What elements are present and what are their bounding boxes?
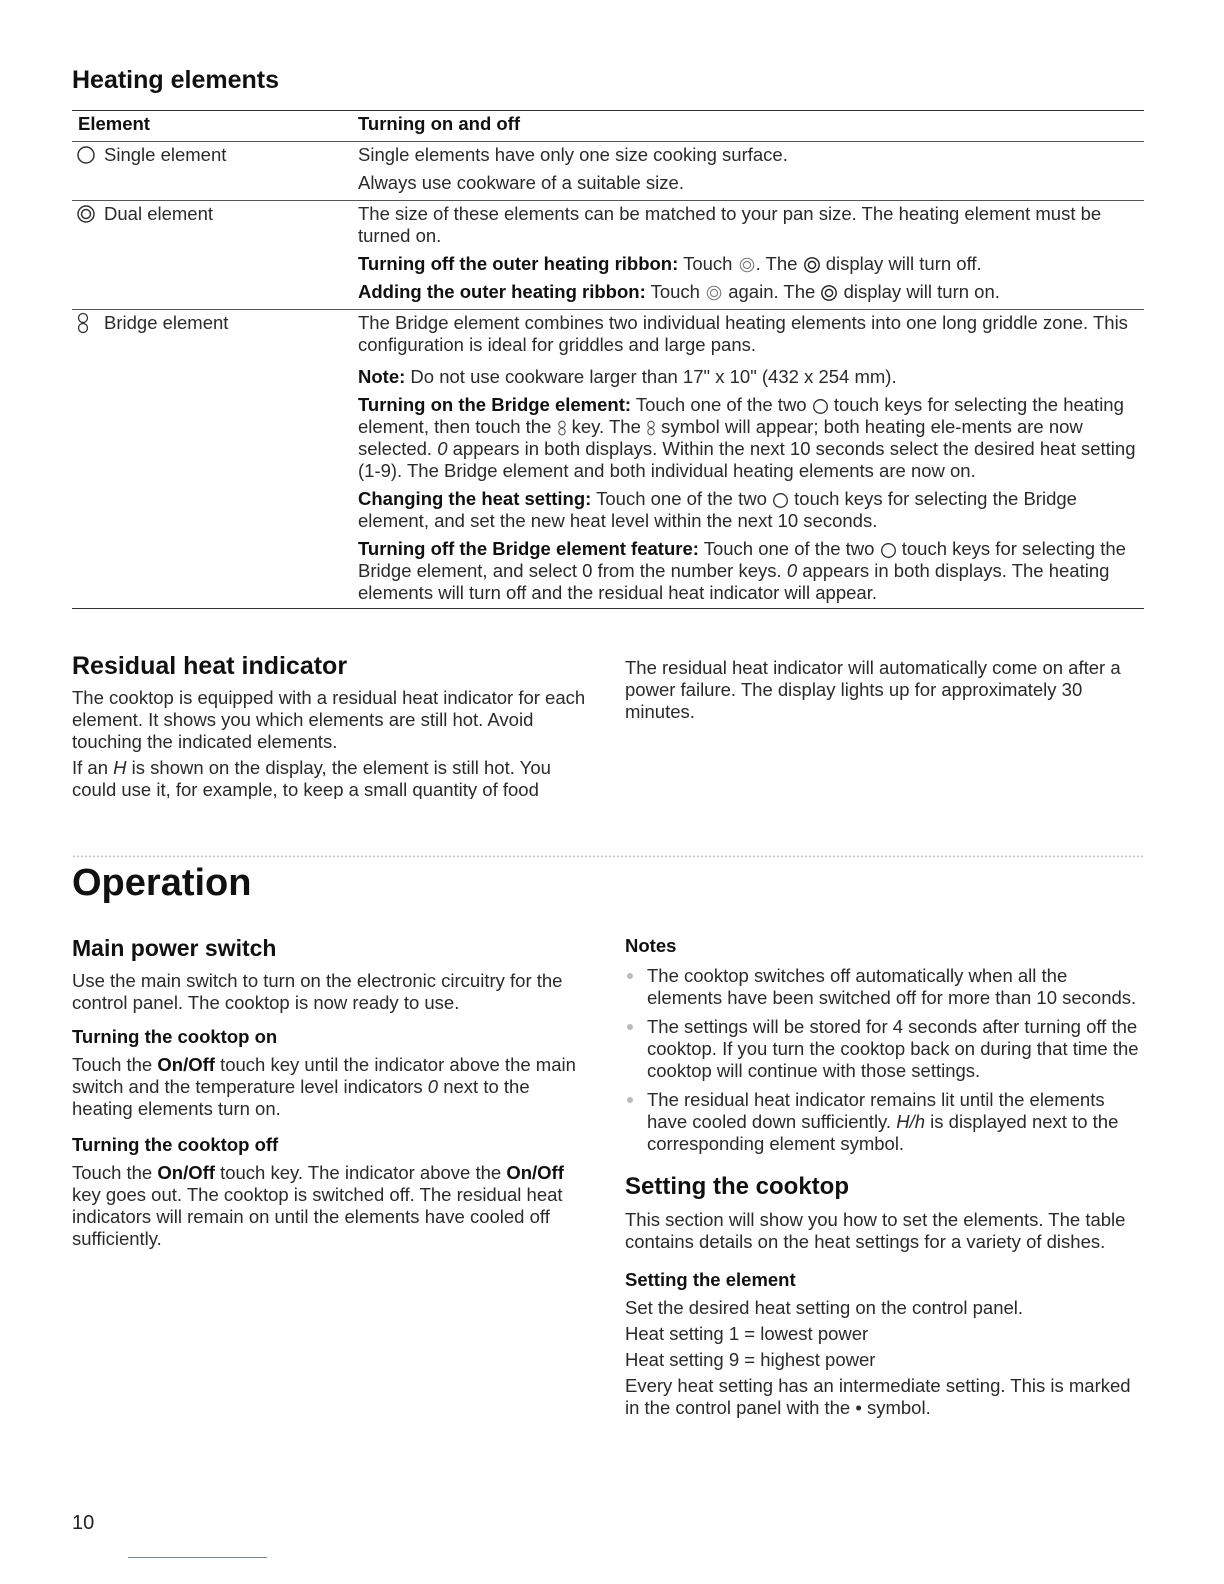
notes-section xyxy=(625,935,1140,1423)
section-divider xyxy=(72,855,1144,858)
dual-add-text: Adding the outer heating ribbon: Touch again. The display will turn on. xyxy=(358,281,1000,302)
table-row-bridge xyxy=(72,310,1144,609)
bridge-note: Note: Do not use cookware larger than 17" x 10" (432 x 254 mm). xyxy=(358,366,897,387)
setting-line-1: Set the desired heat setting on the control panel. xyxy=(625,1297,1024,1318)
dual-key-icon xyxy=(738,256,756,274)
dual-key-icon xyxy=(705,284,723,302)
operation-heading: Operation xyxy=(72,862,252,904)
table-row-single xyxy=(72,142,1144,201)
dual-off-text: Turning off the outer heating ribbon: Touch . The display will turn off. xyxy=(358,253,982,274)
residual-text-2: If an H is shown on the display, the element is still hot. You could use it, for example, to keep a small quantity of food xyxy=(72,757,551,799)
turning-off-heading: Turning the cooktop off xyxy=(72,1134,279,1155)
footer-rule xyxy=(128,1557,267,1558)
setting-element-heading: Setting the element xyxy=(625,1269,796,1290)
table-row-dual xyxy=(72,201,1144,310)
residual-heading: Residual heat indicator xyxy=(72,652,348,680)
bridge-on-text: Turning on the Bridge element: Touch one of the two touch keys for selecting the heating element, then touch the key. The symbol will appear; both heating ele-ments are now selected. 0 appears in both displays. Within the next 10 seconds select the desired heat setting (1-9). The Bridge element and both individual heating elements are now on. xyxy=(358,394,1136,481)
setting-line-4: Every heat setting has an intermediate setting. This is marked in the control panel with the • symbol. xyxy=(625,1375,1131,1418)
list-item: The settings will be stored for 4 seconds after turning off the cooktop. If you turn the cooktop back on during that time the cooktop will continue with those settings. xyxy=(625,1016,1140,1082)
heating-elements-table xyxy=(72,110,1144,609)
single-text-2: Always use cookware of a suitable size. xyxy=(358,172,684,193)
dual-text-1: The size of these elements can be matched to your pan size. The heating element must be turned on. xyxy=(358,203,1102,246)
single-element-label: Single element xyxy=(104,144,227,165)
residual-right-col xyxy=(625,653,1140,789)
bridge-icon xyxy=(646,419,656,437)
glyph-H-h: H/h xyxy=(896,1111,926,1132)
bridge-icon xyxy=(76,312,90,334)
single-circle-icon xyxy=(772,492,789,509)
turning-off-text: Touch the On/Off touch key. The indicator above the On/Off key goes out. The cooktop is switched off. The residual heat indicators will remain on until the elements have cooled off sufficiently. xyxy=(72,1162,564,1249)
main-power-text: Use the main switch to turn on the electronic circuitry for the control panel. The cooktop is now ready to use. xyxy=(72,970,563,1013)
single-circle-icon xyxy=(76,145,96,165)
residual-text-1: The cooktop is equipped with a residual heat indicator for each element. It shows you which elements are still hot. Avoid touching the indicated elements. xyxy=(72,687,586,752)
notes-heading: Notes xyxy=(625,935,677,956)
col-element: Element xyxy=(78,113,150,134)
heating-elements-heading: Heating elements xyxy=(72,66,280,94)
page-number: 10 xyxy=(72,1512,95,1534)
bridge-change-text: Changing the heat setting: Touch one of the two touch keys for selecting the Bridge element, and set the new heat level within the next 10 seconds. xyxy=(358,488,1077,531)
dual-display-icon xyxy=(820,284,838,302)
digit-zero-glyph: 0 xyxy=(786,560,798,581)
digit-zero-glyph: 0 xyxy=(437,438,448,459)
setting-cooktop-text: This section will show you how to set the elements. The table contains details on the heat settings for a variety of dishes. xyxy=(625,1209,1126,1252)
table-header xyxy=(72,110,1144,142)
residual-left-col xyxy=(72,687,587,799)
col-turning: Turning on and off xyxy=(358,113,521,134)
single-circle-icon xyxy=(812,398,829,415)
bridge-text-1: The Bridge element combines two individual heating elements into one long griddle zone. This configuration is ideal for griddles and large pans. xyxy=(358,312,1128,355)
turning-on-heading: Turning the cooktop on xyxy=(72,1026,278,1047)
main-power-section xyxy=(72,935,587,1254)
digit-zero-glyph: 0 xyxy=(427,1076,439,1097)
list-item: The residual heat indicator remains lit until the elements have cooled down sufficiently. H/h is displayed next to the corresponding element symbol. xyxy=(625,1089,1140,1155)
bridge-off-text: Turning off the Bridge element feature: Touch one of the two touch keys for selecting the Bridge element, and select 0 from the number keys. 0 appears in both displays. The heating elements will turn off and the residual heat indicator will appear. xyxy=(358,538,1126,603)
setting-line-2: Heat setting 1 = lowest power xyxy=(625,1323,869,1344)
dual-circle-icon xyxy=(76,204,96,224)
dual-element-label: Dual element xyxy=(104,203,214,224)
bridge-element-label: Bridge element xyxy=(104,312,229,333)
single-text-1: Single elements have only one size cooking surface. xyxy=(358,144,788,165)
turning-on-text: Touch the On/Off touch key until the indicator above the main switch and the temperature level indicators 0 next to the heating elements turn on. xyxy=(72,1054,576,1119)
bridge-icon xyxy=(557,419,567,437)
setting-cooktop-heading: Setting the cooktop xyxy=(625,1173,849,1200)
notes-list xyxy=(625,965,1140,1155)
residual-text-3: The residual heat indicator will automatically come on after a power failure. The display lights up for approximately 30 minutes. xyxy=(625,657,1121,722)
single-circle-icon xyxy=(880,542,897,559)
dual-display-icon xyxy=(803,256,821,274)
list-item: The cooktop switches off automatically when all the elements have been switched off for more than 10 seconds. xyxy=(625,965,1140,1009)
main-power-heading: Main power switch xyxy=(72,935,277,961)
glyph-H: H xyxy=(113,757,127,778)
setting-line-3: Heat setting 9 = highest power xyxy=(625,1349,876,1370)
